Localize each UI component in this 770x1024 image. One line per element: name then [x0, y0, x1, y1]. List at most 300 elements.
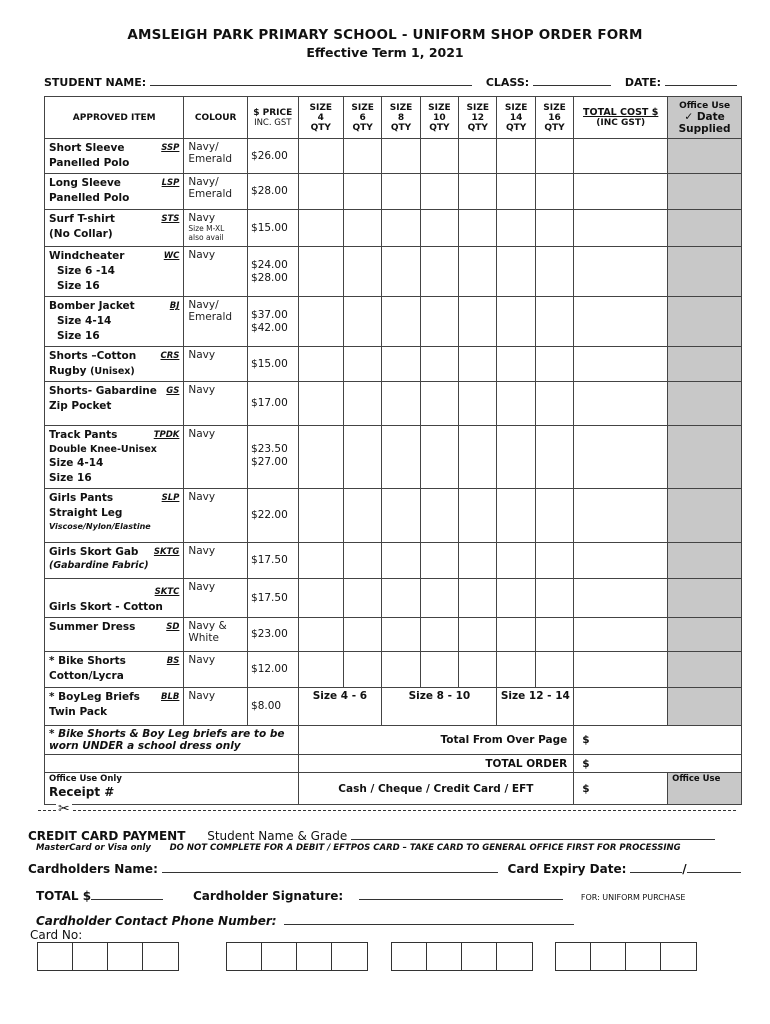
credit-card-heading: CREDIT CARD PAYMENT: [28, 829, 186, 843]
size-word: SIZE: [309, 102, 332, 113]
item-line-2: Double Knee-Unisex: [49, 444, 157, 455]
total-over-page-label: Total From Over Page: [298, 726, 574, 755]
price-1: $15.00: [251, 221, 288, 234]
size-word: SIZE: [351, 102, 374, 113]
qty-input-cell[interactable]: [343, 210, 381, 247]
qty-input-cell[interactable]: [497, 382, 535, 426]
qty-input-cell[interactable]: [535, 247, 573, 297]
price-cell: [248, 139, 299, 174]
item-row: [45, 543, 742, 579]
item-name-cell: [45, 139, 184, 174]
item-line-3: Viscose/Nylon/Elastine: [49, 522, 151, 531]
item-code: SSP: [161, 143, 180, 153]
price-cell: [248, 174, 299, 210]
colour-line-1: Navy: [188, 545, 216, 557]
class-label: CLASS:: [485, 76, 530, 89]
office-use-label: Office Use: [672, 774, 721, 784]
cardholder-name-field[interactable]: [162, 862, 498, 873]
colour-note-2: also avail: [188, 233, 224, 242]
total-cost-cell[interactable]: [574, 297, 668, 347]
item-line-2-text: Rugby: [49, 365, 87, 377]
total-cost-cell[interactable]: [574, 543, 668, 579]
price-cell: [248, 543, 299, 579]
qty-input-cell[interactable]: [343, 139, 381, 174]
qty-input-cell[interactable]: [298, 247, 343, 297]
item-line-1: Track Pants: [49, 429, 118, 441]
price-1: $37.00: [251, 308, 288, 321]
item-name-cell: [45, 618, 184, 652]
date-field[interactable]: [665, 75, 737, 86]
qty-input-cell[interactable]: [459, 247, 497, 297]
total-cost-cell[interactable]: [574, 139, 668, 174]
card-digit-box[interactable]: [297, 943, 332, 970]
qty-input-cell[interactable]: [535, 382, 573, 426]
debit-warning: DO NOT COMPLETE FOR A DEBIT / EFTPOS CARD – TAKE CARD TO GENERAL OFFICE FIRST FOR PROCESSING: [169, 843, 681, 853]
qty-input-cell[interactable]: [535, 297, 573, 347]
card-digit-box[interactable]: [591, 943, 626, 970]
qty-input-cell[interactable]: [420, 543, 458, 579]
qty-input-cell[interactable]: [497, 426, 535, 489]
colour-cell: [184, 382, 248, 426]
qty-input-cell[interactable]: [420, 426, 458, 489]
qty-input-cell[interactable]: [298, 347, 343, 382]
item-code: LSP: [161, 178, 180, 188]
total-cost-cell[interactable]: [574, 382, 668, 426]
qty-input-cell[interactable]: [459, 210, 497, 247]
price-2: $27.00: [251, 455, 288, 468]
qty-input-cell[interactable]: [497, 139, 535, 174]
item-line-2: [49, 399, 179, 414]
item-code: SD: [166, 622, 180, 632]
qty-input-cell[interactable]: [343, 247, 381, 297]
item-name-cell: [45, 347, 184, 382]
qty-input-cell[interactable]: [420, 347, 458, 382]
qty-input-cell[interactable]: [382, 543, 420, 579]
colour-cell: [184, 174, 248, 210]
header-price: [248, 97, 299, 139]
header-office-label: Office Use: [679, 100, 731, 111]
item-row: [45, 382, 742, 426]
colour-cell: [184, 618, 248, 652]
qty-input-cell[interactable]: [459, 174, 497, 210]
item-line-2: (Gabardine Fabric): [49, 560, 149, 571]
item-line-2-text: Twin Pack: [49, 706, 108, 718]
card-digit-box[interactable]: [497, 943, 532, 970]
qty-input-cell[interactable]: [497, 489, 535, 543]
colour-line-2: Emerald: [188, 188, 233, 200]
student-name-field[interactable]: [150, 75, 472, 86]
total-cost-cell[interactable]: [574, 347, 668, 382]
qty-input-cell[interactable]: [298, 426, 343, 489]
size-number: 16: [548, 112, 561, 123]
qty-input-cell[interactable]: [535, 174, 573, 210]
price-cell: [248, 382, 299, 426]
header-total-sub: (INC GST): [596, 118, 646, 128]
colour-line-1: Navy: [188, 654, 216, 666]
item-line-1: Short Sleeve: [49, 142, 125, 154]
colour-line-1: Navy: [188, 349, 216, 361]
colour-cell: [184, 297, 248, 347]
qty-input-cell[interactable]: [459, 579, 497, 618]
qty-word: QTY: [429, 122, 450, 133]
item-line-2-text: Zip Pocket: [49, 400, 112, 412]
item-line-2: [49, 364, 179, 379]
colour-line-1: Navy: [188, 581, 216, 593]
item-line-1: Girls Pants: [49, 492, 114, 504]
header-date-supplied: ✓ Date Supplied: [678, 110, 731, 135]
qty-input-cell[interactable]: [535, 489, 573, 543]
colour-line-1: Navy: [188, 690, 216, 702]
price-1: $24.00: [251, 258, 288, 271]
total-label: TOTAL $: [36, 889, 92, 903]
qty-input-cell[interactable]: [459, 139, 497, 174]
qty-input-cell[interactable]: [420, 247, 458, 297]
qty-input-cell[interactable]: [497, 543, 535, 579]
total-cost-cell[interactable]: [574, 489, 668, 543]
office-date-cell: [668, 543, 742, 579]
price-1: $26.00: [251, 149, 288, 162]
card-digit-box[interactable]: [38, 943, 73, 970]
item-row: [45, 174, 742, 210]
qty-input-cell[interactable]: [420, 652, 458, 688]
price-1: $17.50: [251, 591, 288, 604]
colour-line-1: Navy/: [188, 176, 219, 188]
qty-input-cell[interactable]: [298, 297, 343, 347]
card-warning-row: [36, 843, 681, 853]
undergarment-note: * Bike Shorts & Boy Leg briefs are to be worn UNDER a school dress only: [45, 726, 299, 755]
header-size-12: [459, 97, 497, 139]
item-code: STS: [161, 214, 180, 224]
item-line-2-text: Straight Leg: [49, 507, 123, 519]
qty-input-cell[interactable]: [535, 139, 573, 174]
header-row: [45, 97, 742, 139]
price-cell: [248, 247, 299, 297]
header-size-10: [420, 97, 458, 139]
colour-cell: [184, 139, 248, 174]
class-field[interactable]: [533, 75, 611, 86]
office-use-only-label: Office Use Only: [49, 774, 122, 784]
total-cost-cell[interactable]: [574, 579, 668, 618]
qty-input-cell[interactable]: [420, 139, 458, 174]
signature-field[interactable]: [359, 889, 563, 900]
qty-input-cell[interactable]: [343, 382, 381, 426]
qty-word: QTY: [390, 122, 412, 133]
card-digit-box[interactable]: [227, 943, 262, 970]
total-order-label: TOTAL ORDER: [298, 755, 574, 773]
qty-input-cell[interactable]: [298, 579, 343, 618]
colour-line-1: Navy/: [188, 299, 219, 311]
form-title: AMSLEIGH PARK PRIMARY SCHOOL - UNIFORM SHOP ORDER FORM: [127, 27, 643, 43]
card-digit-box[interactable]: [392, 943, 427, 970]
price-2: $42.00: [251, 321, 288, 334]
qty-word: QTY: [310, 122, 331, 133]
qty-input-cell[interactable]: [298, 382, 343, 426]
item-line-1: Summer Dress: [49, 621, 136, 633]
item-name-cell: [45, 382, 184, 426]
item-row: [45, 347, 742, 382]
qty-input-cell[interactable]: [382, 210, 420, 247]
item-line-1: Bomber Jacket: [49, 300, 135, 312]
qty-input-cell[interactable]: [382, 347, 420, 382]
qty-input-cell[interactable]: [497, 297, 535, 347]
item-name-cell: [45, 543, 184, 579]
item-line-2-text: Panelled Polo: [49, 157, 130, 169]
item-line-3: Size 4-14: [49, 457, 104, 469]
qty-input-cell[interactable]: [497, 210, 535, 247]
card-digit-box[interactable]: [661, 943, 696, 970]
qty-input-cell[interactable]: [343, 579, 381, 618]
card-digit-box[interactable]: [462, 943, 497, 970]
item-line-2-text: Cotton/Lycra: [49, 670, 124, 682]
header-colour: COLOUR: [184, 97, 248, 139]
colour-line-1: Navy: [188, 491, 216, 503]
qty-input-cell[interactable]: [382, 174, 420, 210]
expiry-separator: /: [682, 862, 687, 876]
header-total-cost: [574, 97, 668, 139]
qty-input-cell[interactable]: [343, 297, 381, 347]
qty-input-cell[interactable]: [420, 174, 458, 210]
qty-input-cell[interactable]: [382, 247, 420, 297]
office-date-cell: [668, 426, 742, 489]
total-order-field[interactable]: $: [574, 755, 742, 773]
price-cell: [248, 210, 299, 247]
qty-input-cell[interactable]: [382, 652, 420, 688]
qty-input-cell[interactable]: [497, 247, 535, 297]
price-cell: [248, 579, 299, 618]
form-subtitle: Effective Term 1, 2021: [306, 45, 464, 60]
note-row: [45, 726, 742, 755]
qty-input-cell[interactable]: [343, 174, 381, 210]
size-word: SIZE: [428, 102, 451, 113]
student-info-row: [44, 75, 734, 89]
total-cost-cell[interactable]: [574, 210, 668, 247]
qty-input-cell[interactable]: [298, 139, 343, 174]
qty-input-cell[interactable]: [420, 210, 458, 247]
colour-line-1: Navy &: [188, 620, 227, 632]
item-line-2-note: (Unisex): [90, 366, 135, 377]
price-cell: [248, 489, 299, 543]
price-cell: [248, 297, 299, 347]
header-approved-item: APPROVED ITEM: [45, 97, 184, 139]
qty-word: QTY: [352, 122, 373, 133]
price-2: $28.00: [251, 271, 288, 284]
qty-input-cell[interactable]: [535, 210, 573, 247]
receipt-label: Receipt #: [49, 785, 115, 799]
item-line-2-text: Size 6 -14: [57, 265, 115, 277]
qty-input-cell[interactable]: [497, 347, 535, 382]
size-number: 14: [509, 112, 523, 123]
item-line-1: Girls Skort Gab: [49, 546, 139, 558]
qty-input-cell[interactable]: [459, 543, 497, 579]
colour-line-1: Navy: [188, 249, 216, 261]
item-row: [45, 210, 742, 247]
item-name-cell: [45, 652, 184, 688]
qty-input-cell[interactable]: [343, 652, 381, 688]
item-line-2: [49, 314, 179, 329]
qty-input-cell[interactable]: [535, 652, 573, 688]
total-signature-row: [36, 889, 685, 903]
qty-input-cell[interactable]: [298, 489, 343, 543]
office-date-cell: [668, 489, 742, 543]
card-digit-box[interactable]: [427, 943, 462, 970]
qty-input-cell[interactable]: [459, 426, 497, 489]
qty-input-cell[interactable]: [420, 489, 458, 543]
student-name-label: STUDENT NAME:: [44, 76, 147, 89]
qty-input-cell[interactable]: [343, 489, 381, 543]
price-cell: [248, 347, 299, 382]
item-row: [45, 139, 742, 174]
qty-input-cell[interactable]: [382, 618, 420, 652]
card-digit-box[interactable]: [556, 943, 591, 970]
price-cell: [248, 688, 299, 726]
size-word: SIZE: [543, 102, 566, 113]
office-date-cell: [668, 579, 742, 618]
colour-cell: [184, 247, 248, 297]
qty-input-cell[interactable]: [535, 543, 573, 579]
qty-input-cell[interactable]: [382, 297, 420, 347]
total-cost-cell[interactable]: [574, 426, 668, 489]
header-size-14: [497, 97, 535, 139]
qty-input-cell[interactable]: [382, 426, 420, 489]
qty-input-cell[interactable]: [535, 426, 573, 489]
qty-input-cell[interactable]: [382, 139, 420, 174]
card-digit-box[interactable]: [73, 943, 108, 970]
office-date-cell: [668, 210, 742, 247]
colour-line-1: Navy: [188, 428, 216, 440]
qty-input-cell[interactable]: [298, 543, 343, 579]
office-date-cell: [668, 382, 742, 426]
qty-input-cell[interactable]: [535, 347, 573, 382]
card-types: MasterCard or Visa only: [36, 843, 151, 853]
payment-amount[interactable]: $: [574, 773, 668, 805]
qty-input-cell[interactable]: [298, 174, 343, 210]
briefs-size-4-6[interactable]: Size 4 - 6: [298, 688, 382, 726]
colour-cell: [184, 489, 248, 543]
qty-input-cell[interactable]: [382, 382, 420, 426]
item-name-cell: [45, 210, 184, 247]
briefs-size-12-14[interactable]: Size 12 - 14: [497, 688, 574, 726]
purchase-purpose: FOR: UNIFORM PURCHASE: [580, 893, 686, 902]
date-label: DATE:: [624, 76, 662, 89]
price-1: $22.00: [251, 509, 288, 521]
qty-input-cell[interactable]: [382, 489, 420, 543]
total-cost-cell[interactable]: [574, 618, 668, 652]
colour-cell: [184, 652, 248, 688]
item-line-1: Long Sleeve: [49, 177, 121, 189]
item-name-cell: [45, 426, 184, 489]
expiry-month-field[interactable]: [630, 862, 682, 873]
header-size-6: [343, 97, 381, 139]
item-row: [45, 247, 742, 297]
item-code: BLB: [161, 692, 180, 702]
card-digit-box[interactable]: [108, 943, 143, 970]
item-row: [45, 688, 742, 726]
qty-input-cell[interactable]: [497, 652, 535, 688]
qty-input-cell[interactable]: [459, 489, 497, 543]
expiry-year-field[interactable]: [687, 862, 741, 873]
item-code: SKTG: [153, 547, 180, 557]
qty-input-cell[interactable]: [459, 618, 497, 652]
qty-input-cell[interactable]: [298, 652, 343, 688]
briefs-size-8-10[interactable]: Size 8 - 10: [382, 688, 497, 726]
header-size-4: [298, 97, 343, 139]
card-digit-box[interactable]: [143, 943, 178, 970]
qty-input-cell[interactable]: [382, 579, 420, 618]
item-code: BJ: [169, 301, 180, 311]
price-1: $23.50: [251, 442, 288, 455]
item-line-3: Size 16: [57, 280, 100, 292]
item-name-cell: [45, 297, 184, 347]
item-line-1: Girls Skort - Cotton: [49, 601, 163, 613]
header-size-16: [535, 97, 573, 139]
qty-input-cell[interactable]: [497, 618, 535, 652]
qty-input-cell[interactable]: [420, 579, 458, 618]
total-cost-cell[interactable]: [574, 652, 668, 688]
colour-cell: [184, 426, 248, 489]
student-grade-field[interactable]: [351, 829, 715, 840]
phone-label: Cardholder Contact Phone Number:: [36, 914, 277, 928]
qty-input-cell[interactable]: [459, 652, 497, 688]
qty-input-cell[interactable]: [420, 297, 458, 347]
card-number-group-1: [37, 942, 179, 971]
item-line-2: [49, 705, 179, 720]
qty-input-cell[interactable]: [497, 579, 535, 618]
qty-input-cell[interactable]: [298, 210, 343, 247]
item-line-2: [49, 264, 179, 279]
total-over-page-field[interactable]: $: [574, 726, 742, 755]
item-name-cell: [45, 489, 184, 543]
total-cost-cell[interactable]: [574, 174, 668, 210]
qty-input-cell[interactable]: [497, 174, 535, 210]
qty-input-cell[interactable]: [343, 347, 381, 382]
qty-input-cell[interactable]: [459, 382, 497, 426]
qty-input-cell[interactable]: [343, 618, 381, 652]
size-number: 4: [317, 112, 324, 123]
item-row: [45, 652, 742, 688]
size-number: 10: [433, 112, 446, 123]
colour-line-2: Emerald: [188, 311, 233, 323]
qty-input-cell[interactable]: [535, 579, 573, 618]
phone-row: [36, 914, 574, 928]
qty-input-cell[interactable]: [459, 347, 497, 382]
total-cost-cell[interactable]: [574, 247, 668, 297]
qty-input-cell[interactable]: [420, 618, 458, 652]
office-date-cell: [668, 174, 742, 210]
price-1: $17.50: [251, 554, 288, 566]
qty-input-cell[interactable]: [343, 543, 381, 579]
qty-word: QTY: [467, 122, 488, 133]
qty-input-cell[interactable]: [420, 382, 458, 426]
item-line-4: Size 16: [49, 472, 92, 484]
card-digit-box[interactable]: [332, 943, 367, 970]
total-cost-cell[interactable]: [574, 688, 668, 726]
item-code: SKTC: [154, 587, 180, 597]
total-field[interactable]: [91, 889, 163, 900]
price-1: $17.00: [251, 397, 288, 409]
qty-input-cell[interactable]: [459, 297, 497, 347]
price-1: $23.00: [251, 628, 288, 640]
card-digit-box[interactable]: [626, 943, 661, 970]
office-date-cell: [668, 688, 742, 726]
qty-input-cell[interactable]: [535, 618, 573, 652]
phone-field[interactable]: [284, 914, 574, 925]
qty-input-cell[interactable]: [343, 426, 381, 489]
card-digit-box[interactable]: [262, 943, 297, 970]
item-line-2-text: (No Collar): [49, 228, 113, 240]
qty-input-cell[interactable]: [298, 618, 343, 652]
item-line-1: Surf T-shirt: [49, 213, 115, 225]
item-row: [45, 579, 742, 618]
